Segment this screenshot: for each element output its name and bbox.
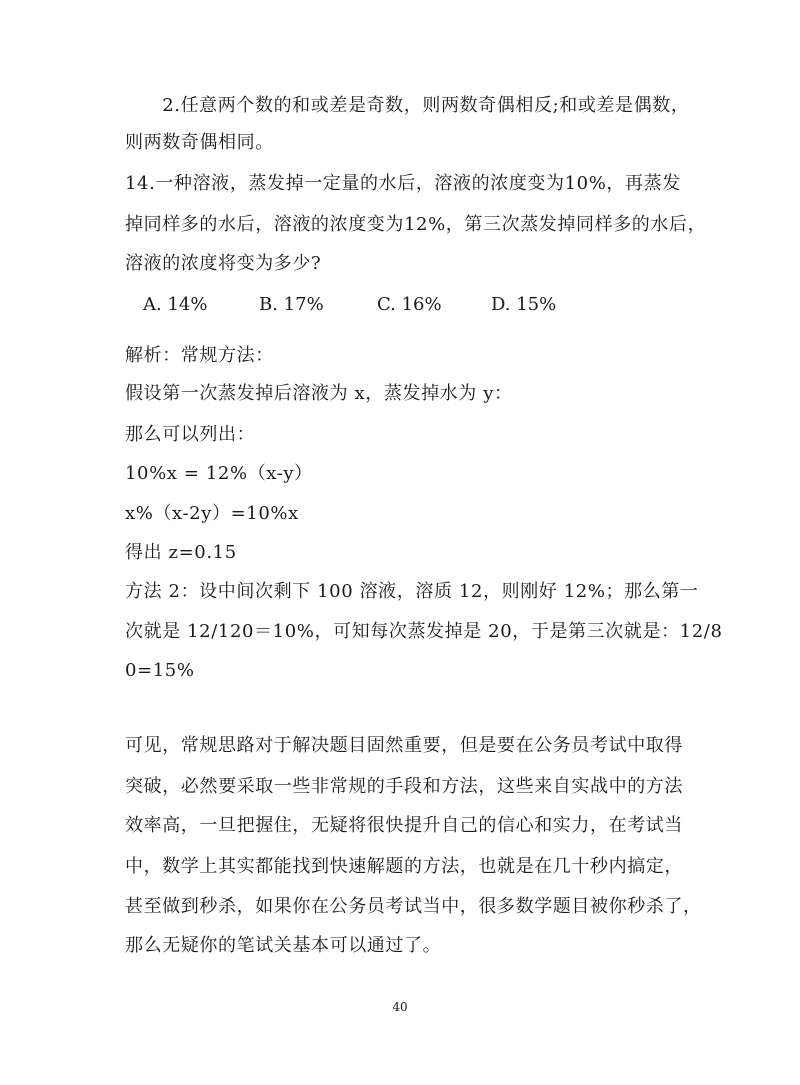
text-line: 假设第一次蒸发掉后溶液为 x，蒸发掉水为 y：: [125, 383, 513, 404]
paragraph-line: 突破，必然要采取一些非常规的手段和方法，这些来自实战中的方法: [125, 776, 683, 797]
page-number: 40: [392, 1000, 408, 1014]
paragraph-line: 可见，常规思路对于解决题目固然重要，但是要在公务员考试中取得: [125, 735, 683, 756]
paragraph-line: 效率高，一旦把握住，无疑将很快提升自己的信心和实力，在考试当: [125, 815, 683, 836]
question-line: 掉同样多的水后，溶液的浓度变为12%，第三次蒸发掉同样多的水后，: [125, 214, 707, 235]
equation-line: 10%x = 12%（x-y）: [125, 463, 313, 484]
paragraph-line: 那么无疑你的笔试关基本可以通过了。: [125, 935, 442, 956]
question-line: 溶液的浓度将变为多少?: [125, 253, 322, 274]
text-line: 2.任意两个数的和或差是奇数，则两数奇偶相反;和或差是偶数，: [125, 95, 690, 116]
text-line: 得出 z=0.15: [125, 542, 237, 563]
text-line: 方法 2：设中间次剩下 100 溶液，溶质 12，则刚好 12%；那么第一: [125, 581, 699, 602]
text-line: 次就是 12/120＝10%，可知每次蒸发掉是 20，于是第三次就是：12/8: [125, 621, 723, 642]
paragraph-line: 甚至做到秒杀，如果你在公务员考试当中，很多数学题目被你秒杀了，: [125, 896, 702, 917]
option-c: C. 16%: [377, 294, 442, 315]
option-d: D. 15%: [491, 294, 557, 315]
text-line: 那么可以列出：: [125, 424, 256, 445]
option-a: A. 14%: [143, 294, 208, 315]
equation-line: x%（x-2y）=10%x: [125, 503, 299, 524]
text-line: 0=15%: [125, 660, 195, 681]
paragraph-line: 中，数学上其实都能找到快速解题的方法，也就是在几十秒内搞定，: [125, 856, 683, 877]
analysis-heading: 解析：常规方法：: [125, 345, 274, 366]
option-b: B. 17%: [259, 294, 324, 315]
question-line: 14.一种溶液，蒸发掉一定量的水后，溶液的浓度变为10%，再蒸发: [125, 173, 681, 194]
text-line: 则两数奇偶相同。: [125, 132, 274, 153]
